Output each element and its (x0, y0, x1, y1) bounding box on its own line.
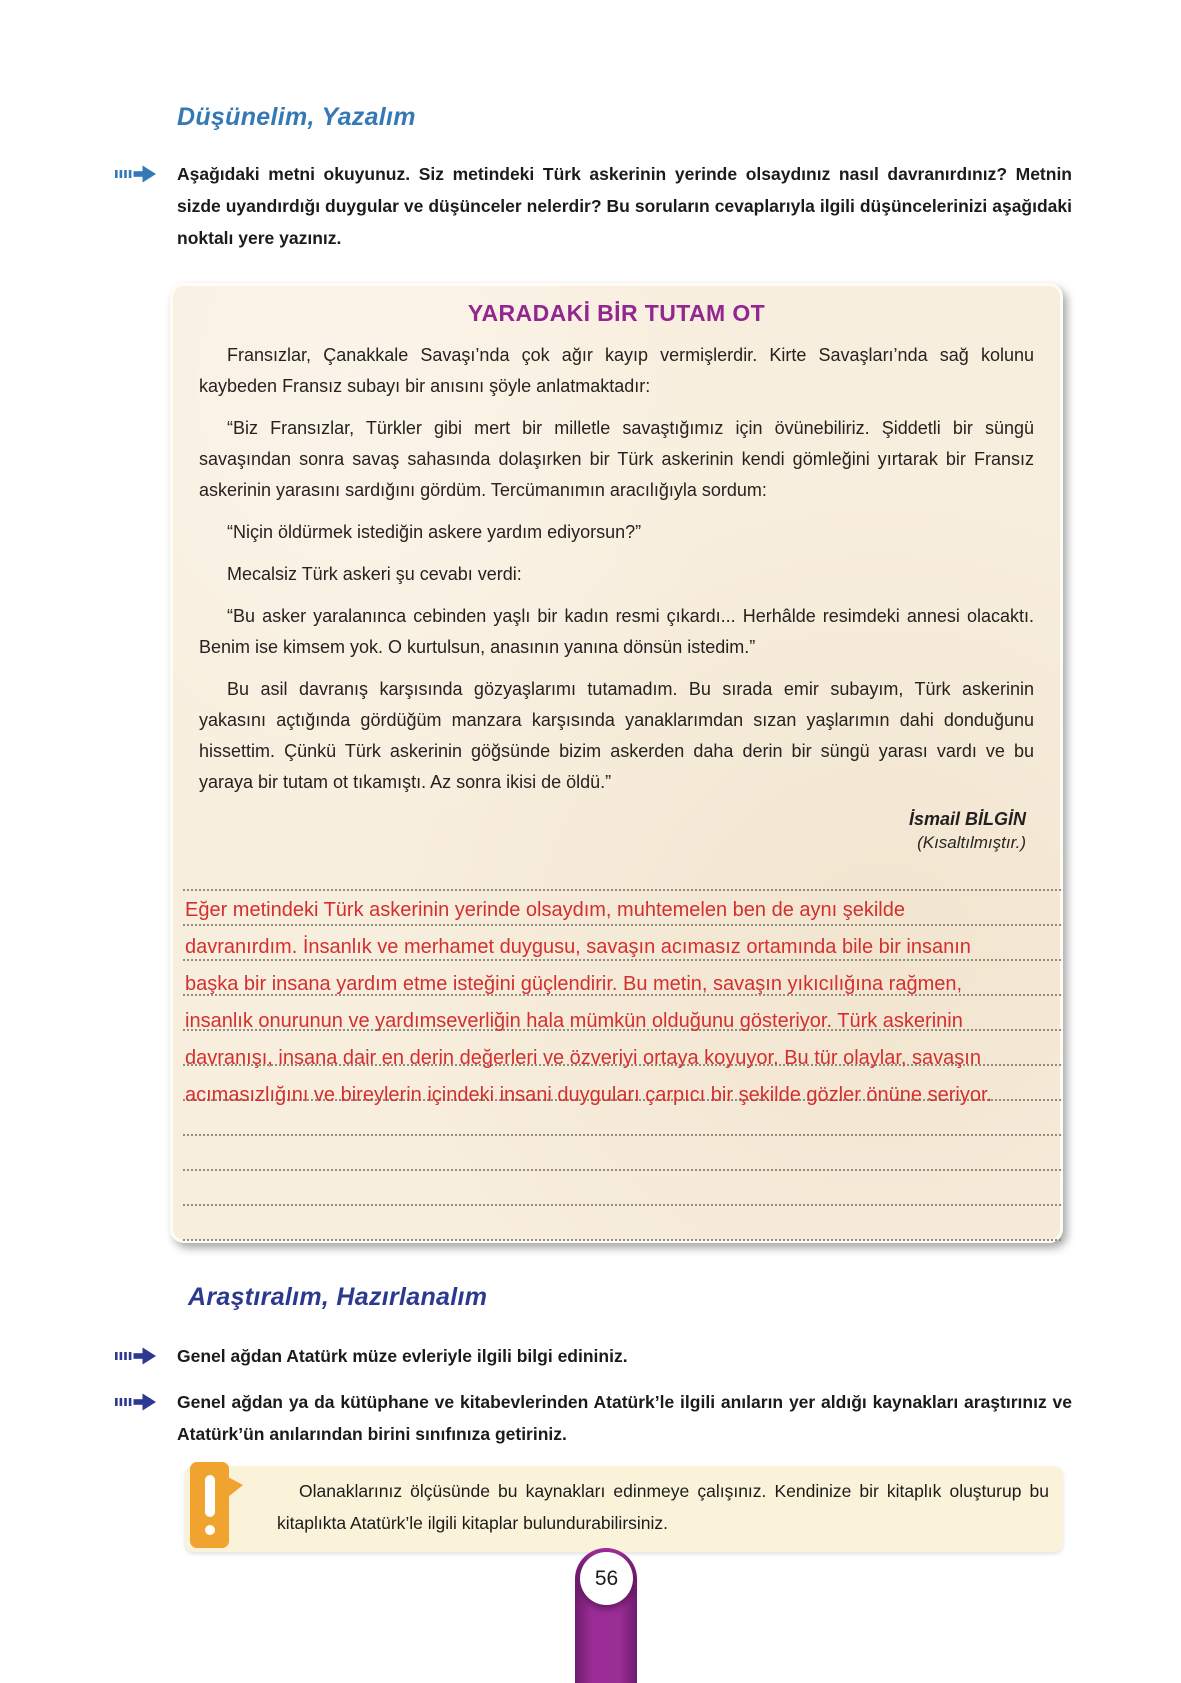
section-heading-arastiralim: Araştıralım, Hazırlanalım (188, 1283, 488, 1311)
story-paragraph: “Niçin öldürmek istediğin askere yardım ediyorsun?” (227, 522, 642, 542)
instruction-bullet-row (115, 158, 1072, 254)
arrow-bullet-icon (115, 163, 159, 190)
research-item-text: Genel ağdan ya da kütüphane ve kitabevlerinden Atatürk’le ilgili anıların yer aldığı kaynakları araştırınız ve Atatürk’ün anılarından birini sınıfınıza getiriniz. (177, 1392, 1072, 1444)
story-paragraph: “Biz Fransızlar, Türkler gibi mert bir milletle savaştığımız için övünebiliriz. Şiddetli bir süngü savaşından sonra savaş sahasında dolaşırken bir Türk askerinin kendi gömleğini yırtarak bir Fransız askerinin yarasını sardığını gördüm. Tercümanımın aracılığıyla sordum: (199, 418, 1034, 500)
page-ribbon (575, 1548, 637, 1683)
notice-text (277, 1475, 1049, 1539)
research-bullet-row (115, 1386, 1072, 1450)
answer-line: davranışı, insana dair en derin değerleri ve özveriyi ortaya koyuyor. Bu tür olaylar, savaşın (185, 1047, 981, 1069)
answer-line: acımasızlığını ve bireylerin içindeki insani duyguları çarpıcı bir şekilde gözler önüne seriyor. (185, 1084, 993, 1106)
arrow-bullet-icon (115, 1345, 159, 1372)
answer-line: Eğer metindeki Türk askerinin yerinde olsaydım, muhtemelen ben de aynı şekilde (185, 899, 905, 921)
instruction-text: Aşağıdaki metni okuyunuz. Siz metindeki Türk askerinin yerinde olsaydınız nasıl davranırdınız? Metnin sizde uyandırdığı duygular ve düşünceler nelerdir? Bu soruların cevaplarıyla ilgili düşüncelerinizi aşağıdaki noktalı yere yazınız. (177, 164, 1072, 248)
dotted-rule (183, 1136, 1061, 1171)
dotted-rule (183, 1206, 1061, 1241)
writing-area[interactable] (183, 856, 1061, 1241)
story-author: İsmail BİLGİN (908, 809, 1026, 829)
page-number: 56 (580, 1552, 633, 1605)
research-item-text: Genel ağdan Atatürk müze evleriyle ilgili bilgi edininiz. (177, 1346, 628, 1366)
story-paragraph: “Bu asker yaralanınca cebinden yaşlı bir kadın resmi çıkardı... Herhâlde resimdeki annesi olacaktı. Benim ise kimsem yok. O kurtulsun, anasının yanına dönsün istedim.” (199, 606, 1034, 657)
section-heading-dusunelim: Düşünelim, Yazalım (177, 103, 416, 131)
notice-box (185, 1466, 1063, 1552)
story-paragraph: Bu asil davranış karşısında gözyaşlarımı tutamadım. Bu sırada emir subayım, Türk askerinin yakasını açtığında gördüğüm manzara karşısında yanaklarımdan sızan yaşlarımın dahi donduğunu hissettim. Çünkü Türk askerinin göğsünde bizim askerden daha derin bir süngü yarası vardı ve bu yaraya bir tutam ot tıkamıştı. Az sonra ikisi de öldü.” (199, 679, 1034, 792)
student-answer (185, 892, 1063, 1114)
arrow-bullet-icon (115, 1391, 159, 1418)
notice-text-content: Olanaklarınız ölçüsünde bu kaynakları edinmeye çalışınız. Kendinize bir kitaplık oluşturup bu kitaplıkta Atatürk’le ilgili kitaplar bulundurabilirsiniz. (277, 1481, 1049, 1533)
story-title: YARADAKİ BİR TUTAM OT (467, 300, 766, 326)
exclamation-icon (190, 1462, 229, 1548)
answer-line: insanlık onurunun ve yardımseverliğin hala mümkün olduğunu gösteriyor. Türk askerinin (185, 1010, 963, 1032)
dotted-rule (183, 1171, 1061, 1206)
research-bullet-row (115, 1340, 1072, 1372)
answer-line: başka bir insana yardım etme isteğini güçlendirir. Bu metin, savaşın yıkıcılığına rağmen, (185, 973, 963, 995)
story-abridged-note: (Kısaltılmıştır.) (917, 833, 1026, 852)
dotted-rule (183, 856, 1061, 891)
story-paragraph: Fransızlar, Çanakkale Savaşı’nda çok ağır kayıp vermişlerdir. Kirte Savaşları’nda sağ kolunu kaybeden Fransız subayı bir anısını şöyle anlatmaktadır: (199, 345, 1034, 396)
story-paragraph: Mecalsiz Türk askeri şu cevabı verdi: (227, 564, 522, 584)
exclamation-bar (205, 1475, 215, 1517)
notice-pointer-icon (228, 1477, 243, 1497)
exclamation-dot (205, 1525, 215, 1535)
answer-line: davranırdım. İnsanlık ve merhamet duygusu, savaşın acımasız ortamında bile bir insanın (185, 936, 971, 958)
